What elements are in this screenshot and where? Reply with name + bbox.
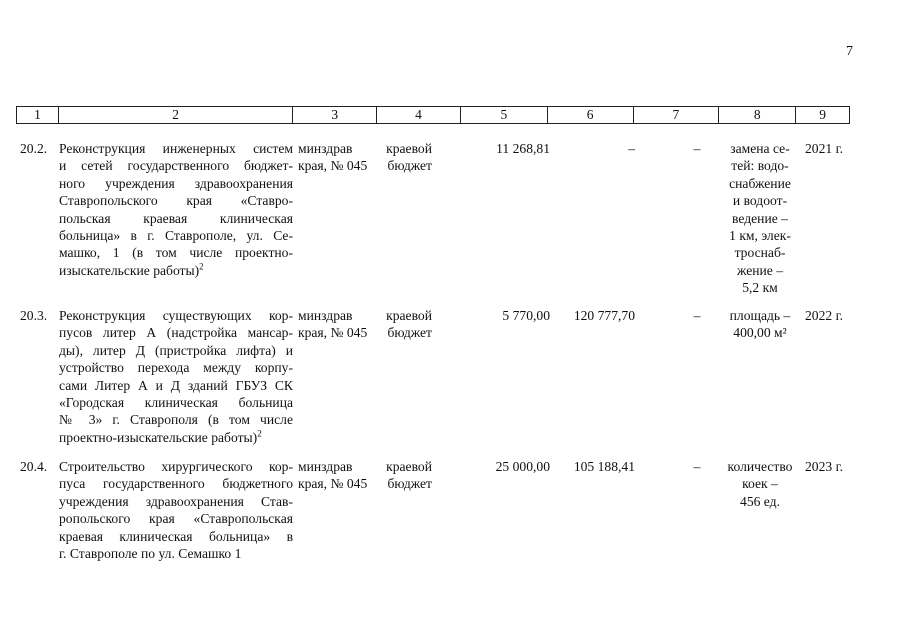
- row-description-line: сами Литер А и Д зданий ГБУЗ СК: [59, 377, 293, 393]
- row-description-line: польская краевая клиническая: [59, 210, 293, 226]
- row-funding-source: [380, 140, 432, 175]
- row-description-line: машко, 1 (в том числе проектно-: [59, 245, 293, 261]
- row-description-line: и сетей государственного бюджет-: [59, 158, 293, 174]
- row-description-line: Реконструкция существующих кор-: [59, 308, 293, 323]
- row-capacity-line: количество: [727, 459, 793, 474]
- row-description-line: Реконструкция инженерных систем: [59, 141, 293, 156]
- row-description-line: г. Ставрополе по ул. Семашко 1: [59, 546, 242, 562]
- row-description-line: ного учреждения здравоохранения: [59, 175, 293, 191]
- row-description-line: больница» в г. Ставрополе, ул. Се-: [59, 228, 293, 244]
- header-col-2: 2: [59, 107, 293, 123]
- row-capacity-line: площадь –: [729, 308, 791, 323]
- row-capacity-line: троснаб-: [734, 245, 786, 261]
- row-funding-source-line: краевой: [386, 141, 432, 156]
- row-organization: [298, 307, 380, 342]
- row-col7-value: –: [693, 308, 701, 323]
- row-description-line: ды), литер Д (пристройка лифта) и: [59, 342, 293, 358]
- row-organization-line: края, № 045: [298, 476, 368, 492]
- row-description: [59, 140, 293, 279]
- header-col-1: 1: [17, 107, 59, 123]
- row-number: 20.4.: [20, 459, 48, 474]
- row-col5-value: 25 000,00: [495, 459, 550, 474]
- header-col-3: 3: [293, 107, 377, 123]
- row-organization-line: минздрав: [298, 141, 353, 156]
- row-capacity-line: жение –: [736, 262, 784, 278]
- row-col6-value: 105 188,41: [573, 459, 635, 474]
- row-col6-value: 120 777,70: [573, 308, 635, 323]
- row-organization: [298, 140, 380, 175]
- footnote-marker: 2: [199, 261, 204, 272]
- row-year: 2021 г.: [804, 141, 844, 156]
- row-funding-source: [380, 458, 432, 493]
- row-col5-value: 11 268,81: [496, 141, 550, 156]
- row-description: [59, 458, 293, 562]
- row-col5-value: 5 770,00: [502, 308, 550, 323]
- header-col-5: 5: [461, 107, 548, 123]
- row-capacity-line: ведение –: [732, 210, 788, 226]
- header-col-7: 7: [634, 107, 720, 123]
- row-capacity-line: тей: водо-: [731, 158, 789, 174]
- row-capacity-line: 5,2 км: [742, 280, 778, 296]
- row-description-line: изыскательские работы)$^2$: [59, 261, 204, 278]
- row-organization-line: края, № 045: [298, 158, 368, 174]
- header-col-4: 4: [377, 107, 461, 123]
- row-capacity-line: 1 км, элек-: [729, 228, 791, 244]
- row-organization-line: края, № 045: [298, 325, 368, 341]
- row-col7-value: –: [693, 459, 701, 474]
- row-description-line: Ставропольского края «Ставро-: [59, 193, 293, 209]
- row-number: 20.2.: [20, 141, 48, 156]
- row-year: 2023 г.: [804, 459, 844, 474]
- row-funding-source-line: краевой: [386, 459, 432, 474]
- page-number: 7: [846, 44, 853, 59]
- row-description-line: «Городская клиническая больница: [59, 395, 293, 411]
- row-description-line: проектно-изыскательские работы)$^2$: [59, 428, 262, 445]
- row-capacity-line: замена се-: [730, 141, 790, 156]
- row-capacity-line: снабжение: [729, 175, 791, 191]
- row-capacity-line: 456 ед.: [740, 493, 780, 509]
- row-description-line: учреждения здравоохранения Став-: [59, 493, 293, 509]
- footnote-marker: 2: [257, 428, 262, 439]
- row-description-line: Строительство хирургического кор-: [59, 459, 293, 474]
- row-capacity: [722, 307, 798, 342]
- row-col6-value: –: [628, 141, 635, 156]
- header-col-9: 9: [819, 107, 826, 122]
- row-funding-source-line: бюджет: [387, 325, 432, 341]
- row-funding-source-line: бюджет: [387, 158, 432, 174]
- row-organization-line: минздрав: [298, 308, 353, 323]
- row-col7-value: –: [693, 141, 701, 156]
- row-description-line: ропольского края «Ставропольская: [59, 511, 293, 527]
- row-organization-line: минздрав: [298, 459, 353, 474]
- row-funding-source-line: бюджет: [387, 476, 432, 492]
- row-funding-source: [380, 307, 432, 342]
- table-header-row: [16, 106, 850, 124]
- row-description-line: устройство перехода между корпу-: [59, 360, 293, 376]
- row-number: 20.3.: [20, 308, 48, 323]
- row-capacity-line: 400,00 м²: [733, 325, 787, 341]
- row-capacity: [722, 140, 798, 297]
- row-organization: [298, 458, 380, 493]
- row-description-line: № 3» г. Ставрополя (в том числе: [59, 412, 293, 428]
- row-description-line: пусов литер А (надстройка мансар-: [59, 325, 293, 341]
- row-capacity-line: коек –: [742, 476, 778, 492]
- row-description-line: пуса государственного бюджетного: [59, 476, 293, 492]
- row-funding-source-line: краевой: [386, 308, 432, 323]
- row-capacity-line: и водоот-: [732, 193, 788, 209]
- row-year: 2022 г.: [804, 308, 844, 323]
- header-col-6: 6: [548, 107, 634, 123]
- row-description: [59, 307, 293, 446]
- header-col-8: 8: [719, 107, 796, 123]
- row-description-line: краевая клиническая больница» в: [59, 528, 293, 544]
- row-capacity: [722, 458, 798, 510]
